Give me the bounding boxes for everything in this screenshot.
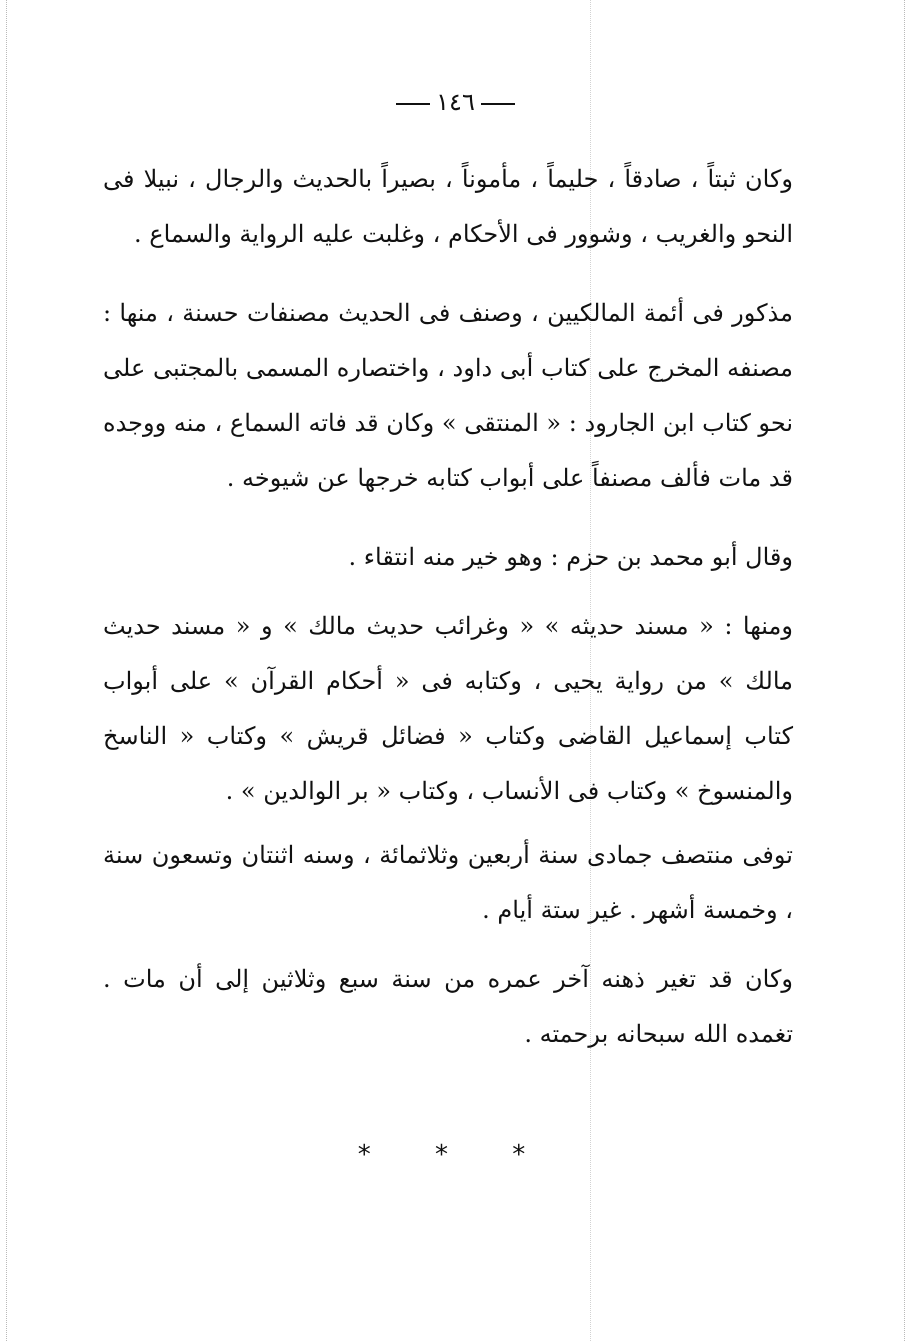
page-number-text: ١٤٦ — [436, 88, 475, 116]
paragraph-final-years: وكان قد تغير ذهنه آخر عمره من سنة سبع وثلاثين إلى أن مات . تغمده الله سبحانه برحمته . — [103, 965, 793, 1048]
page-number — [0, 88, 911, 116]
page-number-dash-left — [396, 103, 430, 105]
section-separator-asterisks: * * * — [357, 1140, 554, 1170]
paragraph-death: توفى منتصف جمادى سنة أربعين وثلاثمائة ، وسنه اثنتان وتسعون سنة ، وخمسة أشهر . غير ستة أيام . — [103, 841, 793, 924]
paragraph-ibn-hazm-quote: وقال أبو محمد بن حزم : وهو خير منه انتقاء . — [348, 543, 793, 571]
paragraph-works: مذكور فى أئمة المالكيين ، وصنف فى الحديث مصنفات حسنة ، منها : مصنفه المخرج على كتاب أبى داود ، واختصاره المسمى بالمجتبى على نحو كتاب ابن الجارود : « المنتقى » وكان قد فاته السماع ، منه ووجده قد مات فألف مصنفاً على أبواب كتابه خرجها عن شيوخه . — [103, 299, 793, 492]
paragraph-biography: وكان ثبتاً ، صادقاً ، حليماً ، مأموناً ، بصيراً بالحديث والرجال ، نبيلا فى النحو والغريب ، وشوور فى الأحكام ، وغلبت عليه الرواية والسماع . — [103, 165, 793, 248]
page-number-dash-right — [481, 103, 515, 105]
paragraph-book-list: ومنها : « مسند حديثه » « وغرائب حديث مالك » و « مسند حديث مالك » من رواية يحيى ، وكتابه فى « أحكام القرآن » على أبواب كتاب إسماعيل القاضى وكتاب « فضائل قريش » وكتاب « الناسخ والمنسوخ » وكتاب فى الأنساب ، وكتاب « بر الوالدين » . — [103, 612, 793, 805]
